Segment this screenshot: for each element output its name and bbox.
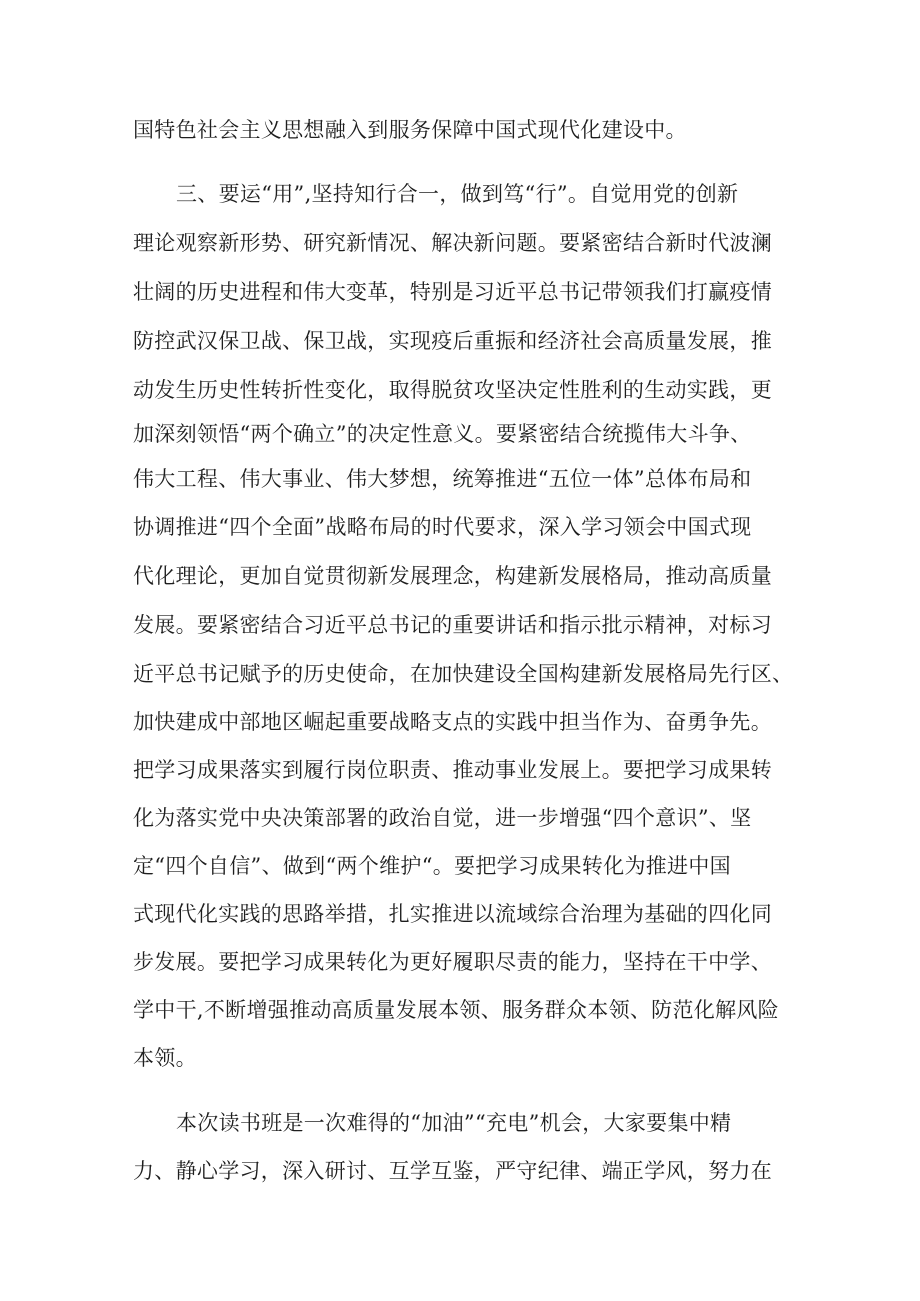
text-line: 国特色社会主义思想融入到服务保障中国式现代化建设中。 <box>133 118 687 142</box>
text-line: 壮阔的历史进程和伟大变革，特别是习近平总书记带领我们打赢疫情 <box>133 280 772 304</box>
text-line: 协调推进“四个全面”战略布局的时代要求，深入学习领会中国式现 <box>133 515 752 539</box>
text-line: 本领。 <box>133 1046 197 1070</box>
text-line: 伟大工程、伟大事业、伟大梦想，统筹推进“五位一体”总体布局和 <box>133 467 752 491</box>
text-line: 加快建成中部地区崛起重要战略支点的实践中担当作为、奋勇争先。 <box>133 710 772 734</box>
text-line: 力、静心学习，深入研讨、互学互鉴，严守纪律、端正学风，努力在 <box>133 1159 772 1183</box>
text-line: 发展。要紧密结合习近平总书记的重要讲话和指示批示精神，对标习 <box>133 613 772 637</box>
text-line: 理论观察新形势、研究新情况、解决新问题。要紧密结合新时代波澜 <box>133 231 772 255</box>
paragraph-start-line: 本次读书班是一次难得的“加油”“充电”机会，大家要集中精 <box>176 1111 732 1135</box>
text-line: 代化理论，更加自觉贯彻新发展理念，构建新发展格局，推动高质量 <box>133 564 772 588</box>
text-line: 定“四个自信”、做到“两个维护“。要把学习成果转化为推进中国 <box>133 854 731 878</box>
text-line: 把学习成果落实到履行岗位职责、推动事业发展上。要把学习成果转 <box>133 758 772 782</box>
text-line: 步发展。要把学习成果转化为更好履职尽责的能力，坚持在干中学、 <box>133 950 772 974</box>
text-line: 近平总书记赋予的历史使命，在加快建设全国构建新发展格局先行区、 <box>133 662 794 686</box>
text-line: 学中干,不断增强推动高质量发展本领、服务群众本领、防范化解风险 <box>133 998 779 1022</box>
text-line: 加深刻领悟“两个确立”的决定性意义。要紧密结合统揽伟大斗争、 <box>133 422 752 446</box>
paragraph-start-line: 三、要运“用”,坚持知行合一，做到笃“行”。自觉用党的创新 <box>176 182 739 206</box>
text-line: 式现代化实践的思路举措，扎实推进以流域综合治理为基础的四化同 <box>133 902 772 926</box>
text-line: 化为落实党中央决策部署的政治自觉，进一步增强“四个意识”、坚 <box>133 806 752 830</box>
text-line: 动发生历史性转折性变化，取得脱贫攻坚决定性胜利的生动实践，更 <box>133 378 772 402</box>
text-line: 防控武汉保卫战、保卫战，实现疫后重振和经济社会高质量发展，推 <box>133 329 772 353</box>
